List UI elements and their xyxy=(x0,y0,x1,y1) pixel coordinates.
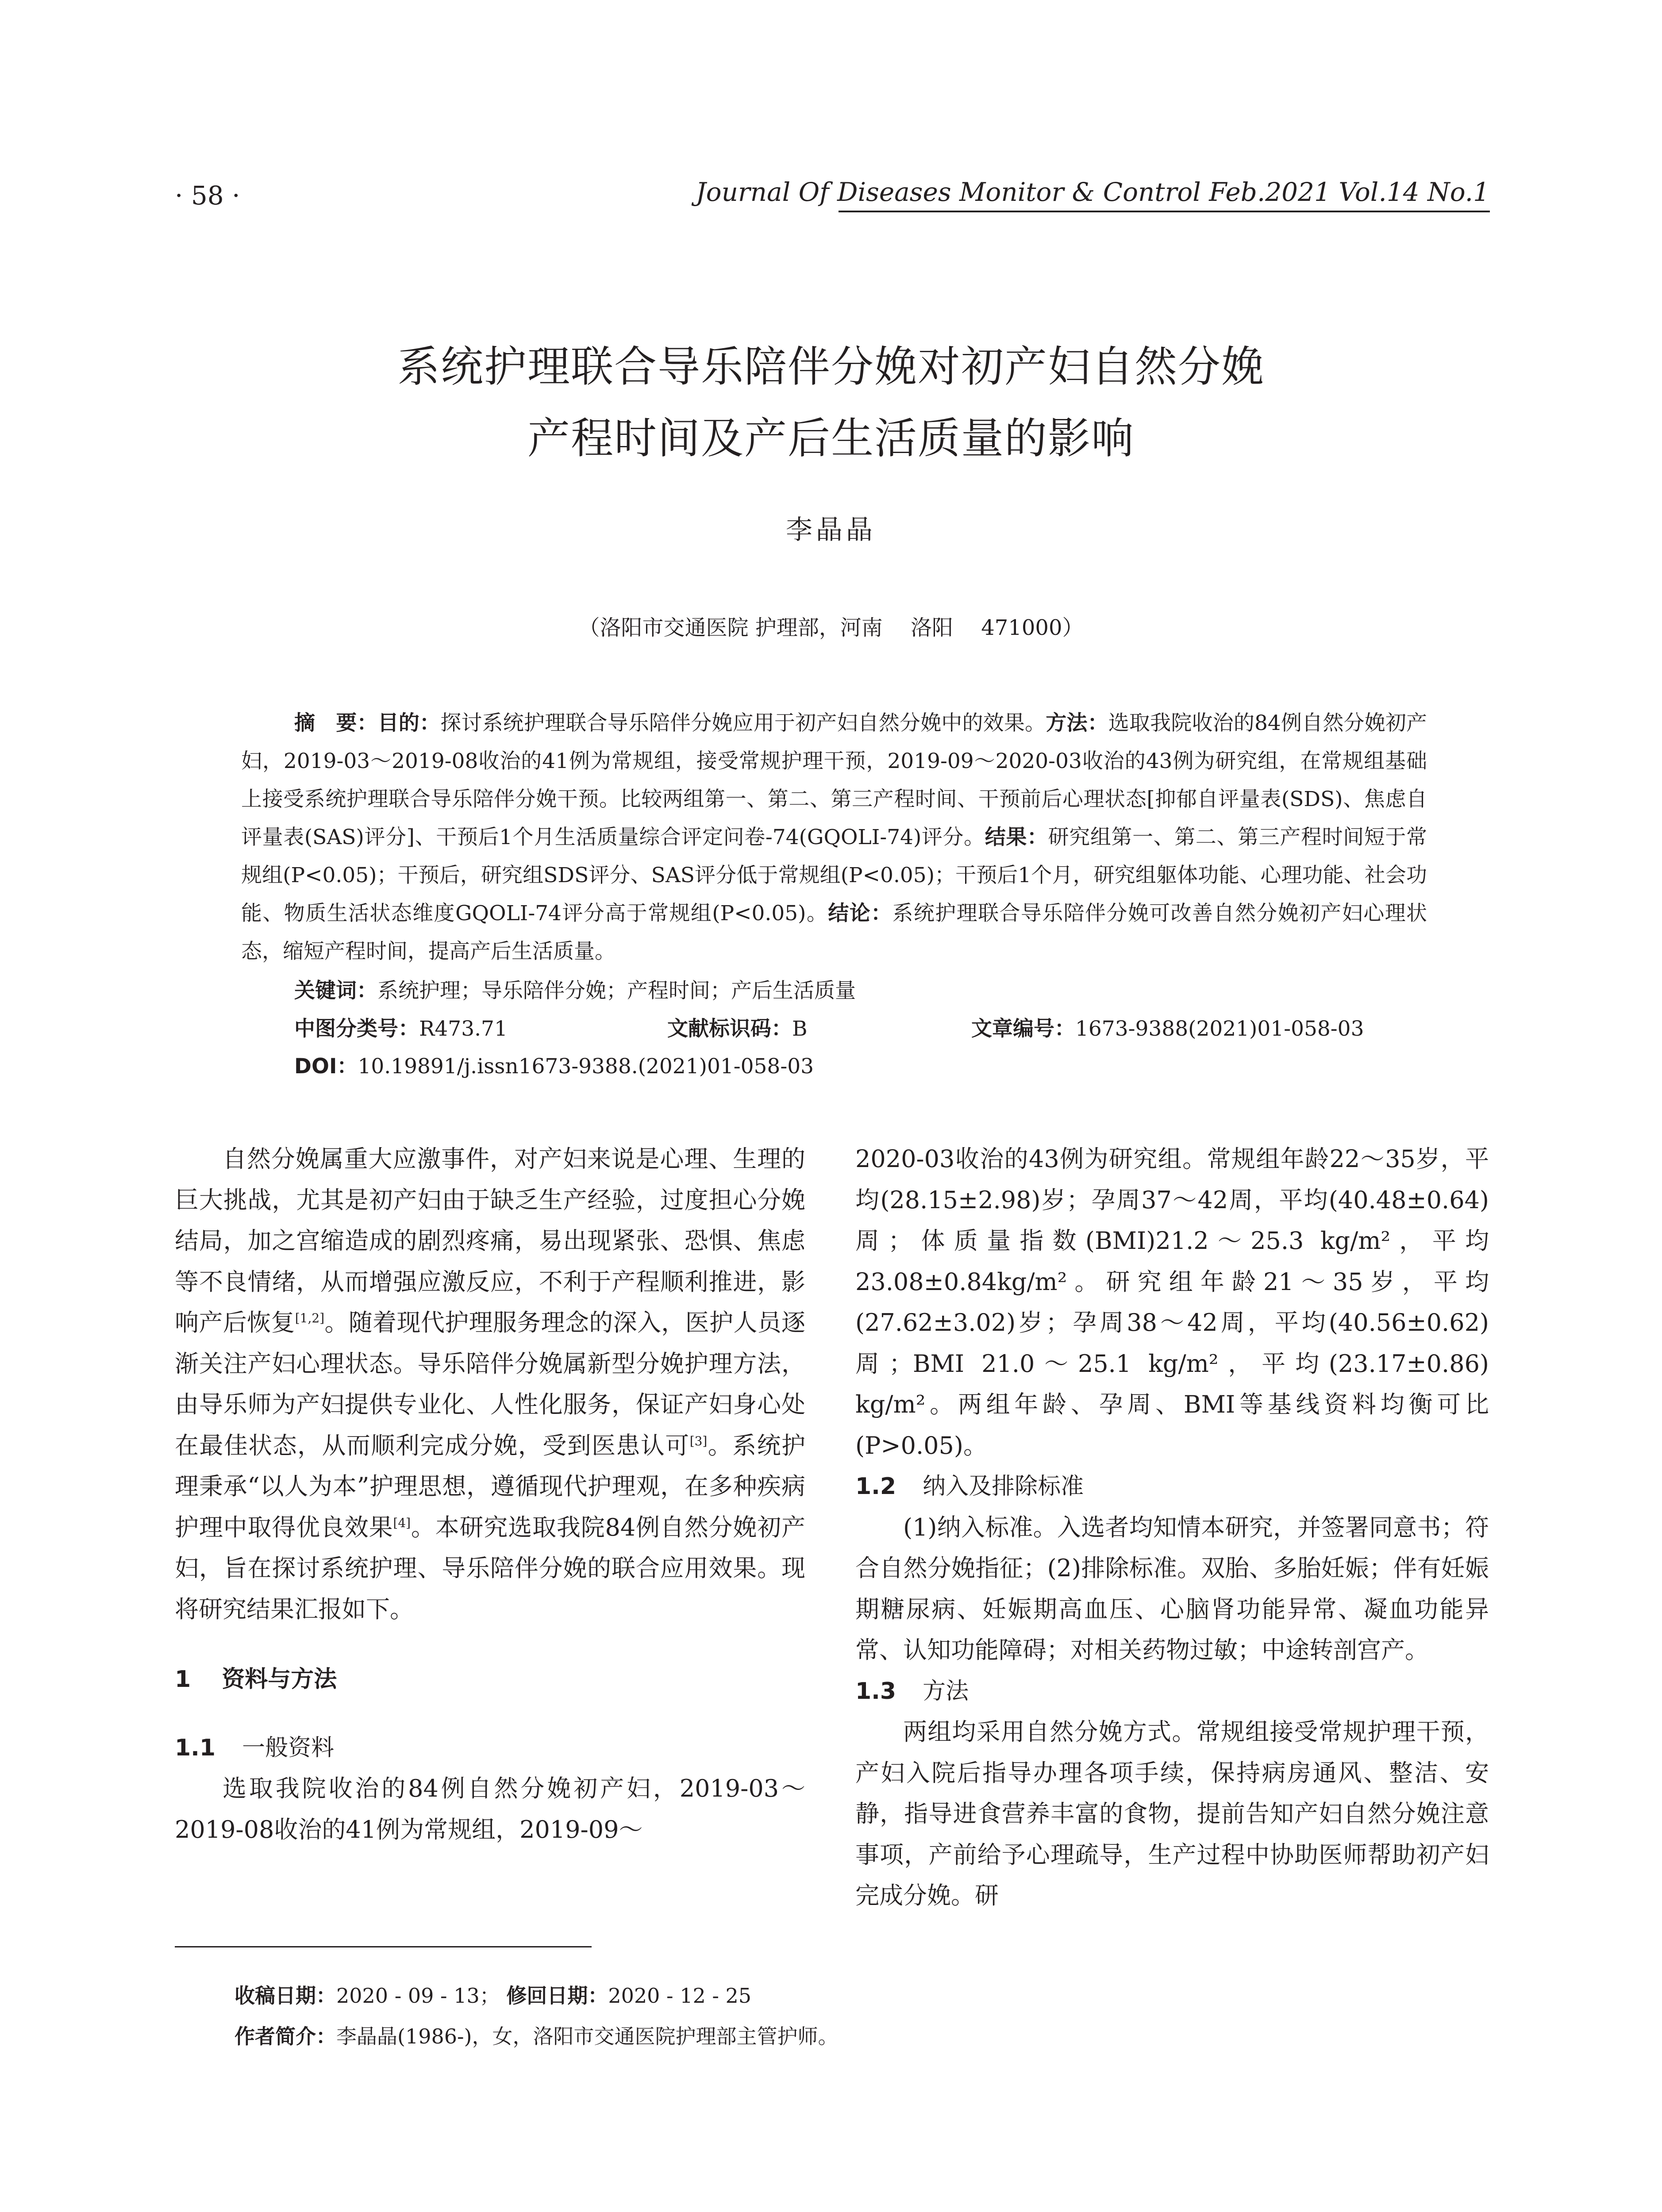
bio-text: 李晶晶(1986-)，女，洛阳市交通医院护理部主管护师。 xyxy=(336,2024,839,2048)
article-title-line2: 产程时间及产后生活质量的影响 xyxy=(527,414,1135,463)
author-name: 李晶晶 xyxy=(786,515,876,545)
methods-paragraph: 两组均采用自然分娩方式。常规组接受常规护理干预，产妇入院后指导办理各项手续，保持病房通风、整洁、安静，指导进食营养丰富的食物，提前告知产妇自然分娩注意事项，产前给予心理疏导，生产过程中协助医师帮助初产妇完成分娩。研 xyxy=(855,1718,1489,1909)
doc-code: B xyxy=(792,1017,808,1041)
doi-line xyxy=(294,1050,814,1079)
subsection-number: 1.3 xyxy=(855,1678,896,1705)
abstract xyxy=(241,704,1427,971)
results-label: 结果： xyxy=(985,825,1048,849)
clc-line xyxy=(294,1012,508,1042)
affiliation: （洛阳市交通医院 护理部，河南 洛阳 471000） xyxy=(578,615,1084,640)
intro-text-c: 。系统护理秉承“以人为本”护理思想，遵循现代护理观，在多种疾病护理中取得优良效果 xyxy=(175,1431,806,1541)
general-info-paragraph: 选取我院收治的84例自然分娩初产妇，2019-03～2019-08收治的41例为常规组，2019-09～ xyxy=(175,1774,805,1843)
intro-paragraph xyxy=(175,1139,805,1630)
received-date: 2020 - 09 - 13； xyxy=(336,1984,500,2008)
doi-label: DOI： xyxy=(294,1054,358,1079)
keywords: 系统护理；导乐陪伴分娩；产程时间；产后生活质量 xyxy=(377,979,856,1003)
clc-code: R473.71 xyxy=(419,1017,508,1041)
subsection-heading-1-1 xyxy=(175,1728,805,1769)
revised-label: 修回日期： xyxy=(506,1984,608,2008)
section-heading-1: 1 资料与方法 xyxy=(175,1666,337,1693)
abstract-label: 摘 要： xyxy=(294,711,378,735)
doc-code-label: 文献标识码： xyxy=(667,1017,792,1041)
subsection-title: 纳入及排除标准 xyxy=(923,1473,1084,1500)
spacer xyxy=(175,1630,805,1659)
results-text: 研究组第一、第二、第三产程时间短于常规组(P<0.05)；干预后，研究组SDS评分、SAS评分低于常规组(P<0.05)；干预后1个月，研究组躯体功能、心理功能、社会功能、物质生活状态维度GQOLI-74评分高于常规组(P<0.05)。 xyxy=(241,825,1427,926)
criteria-paragraph: (1)纳入标准。入选者均知情本研究，并签署同意书；符合自然分娩指征；(2)排除标准。双胎、多胎妊娠；伴有妊娠期糖尿病、妊娠期高血压、心脑肾功能异常、凝血功能异常、认知功能障碍；对相关药物过敏；中途转剖宫产。 xyxy=(855,1513,1489,1664)
subsection-title: 一般资料 xyxy=(242,1734,335,1761)
objective-text: 探讨系统护理联合导乐陪伴分娩应用于初产妇自然分娩中的效果。 xyxy=(440,711,1046,735)
intro-text-d: 。本研究选取我院84例自然分娩初产妇，旨在探讨系统护理、导乐陪伴分娩的联合应用效果。现将研究结果汇报如下。 xyxy=(175,1513,805,1623)
conclusion-label: 结论： xyxy=(828,901,893,926)
citation: [4] xyxy=(393,1515,411,1530)
citation: [1,2] xyxy=(295,1311,325,1325)
intro-text-a: 自然分娩属重大应激事件，对产妇来说是心理、生理的巨大挑战，尤其是初产妇由于缺乏生产经验，过度担心分娩结局，加之宫缩造成的剧烈疼痛，易出现紧张、恐惧、焦虑等不良情绪，从而增强应激反应，不利于产程顺利推进，影响产后恢复 xyxy=(175,1145,805,1336)
article-no-line xyxy=(971,1012,1364,1042)
method-label: 方法： xyxy=(1046,711,1108,735)
subsection-number: 1.1 xyxy=(175,1734,216,1761)
revised-date: 2020 - 12 - 25 xyxy=(608,1984,752,2008)
page-number: · 58 · xyxy=(175,180,240,211)
subsection-title: 方法 xyxy=(923,1678,969,1705)
subsection-heading-1-3 xyxy=(855,1671,1489,1712)
header-rule xyxy=(839,211,1490,212)
received-label: 收稿日期： xyxy=(235,1984,336,2008)
subsection-heading-1-2 xyxy=(855,1466,1489,1507)
bio-label: 作者简介： xyxy=(235,2024,336,2048)
keywords-label: 关键词： xyxy=(294,979,377,1003)
conclusion-text: 系统护理联合导乐陪伴分娩可改善自然分娩初产妇心理状态，缩短产程时间，提高产后生活质量。 xyxy=(241,901,1427,964)
article-no-label: 文章编号： xyxy=(971,1017,1075,1041)
general-info-continued: 2020-03收治的43例为研究组。常规组年龄22～35岁，平均(28.15±2.98)岁；孕周37～42周，平均(40.48±0.64)周；体质量指数(BMI)21.2～25.3 kg/m²，平均23.08±0.84kg/m²。研究组年龄21～35岁，平均(27.62±3.02)岁；孕周38～42周，平均(40.56±0.62)周；BMI 21.0～25.1 kg/m²，平均(23.17±0.86) kg/m²。两组年龄、孕周、BMI等基线资料均衡可比(P>0.05)。 xyxy=(855,1145,1489,1459)
footnote-rule xyxy=(175,1946,592,1947)
footnote-dates xyxy=(235,1980,751,2009)
doi: 10.19891/j.issn1673-9388.(2021)01-058-03 xyxy=(358,1054,814,1079)
doc-code-line xyxy=(667,1012,808,1042)
objective-label: 目的： xyxy=(377,711,441,735)
keywords-line xyxy=(294,974,856,1004)
method-text: 选取我院收治的84例自然分娩初产妇，2019-03～2019-08收治的41例为常规组，接受常规护理干预，2019-09～2020-03收治的43例为研究组，在常规组基础上接受系统护理联合导乐陪伴分娩干预。比较两组第一、第二、第三产程时间、干预前后心理状态[抑郁自评量表(SDS)、焦虑自评量表(SAS)评分]、干预后1个月生活质量综合评定问卷-74(GQOLI-74)评分。 xyxy=(241,711,1427,849)
journal-header: Journal Of Diseases Monitor & Control Feb.2021 Vol.14 No.1 xyxy=(696,177,1489,207)
body-right-column xyxy=(855,1139,1489,1916)
subsection-number: 1.2 xyxy=(855,1473,896,1500)
article-title-line1: 系统护理联合导乐陪伴分娩对初产妇自然分娩 xyxy=(397,342,1265,392)
citation: [3] xyxy=(689,1433,708,1448)
article-no: 1673-9388(2021)01-058-03 xyxy=(1075,1017,1364,1041)
intro-text-b: 。随着现代护理服务理念的深入，医护人员逐渐关注产妇心理状态。导乐陪伴分娩属新型分娩护理方法，由导乐师为产妇提供专业化、人性化服务，保证产妇身心处在最佳状态，从而顺利完成分娩，受到医患认可 xyxy=(175,1309,806,1459)
clc-label: 中图分类号： xyxy=(294,1017,419,1041)
spacer xyxy=(175,1700,805,1728)
body-left-column xyxy=(175,1139,805,1850)
footnote-author-bio xyxy=(235,2020,839,2050)
